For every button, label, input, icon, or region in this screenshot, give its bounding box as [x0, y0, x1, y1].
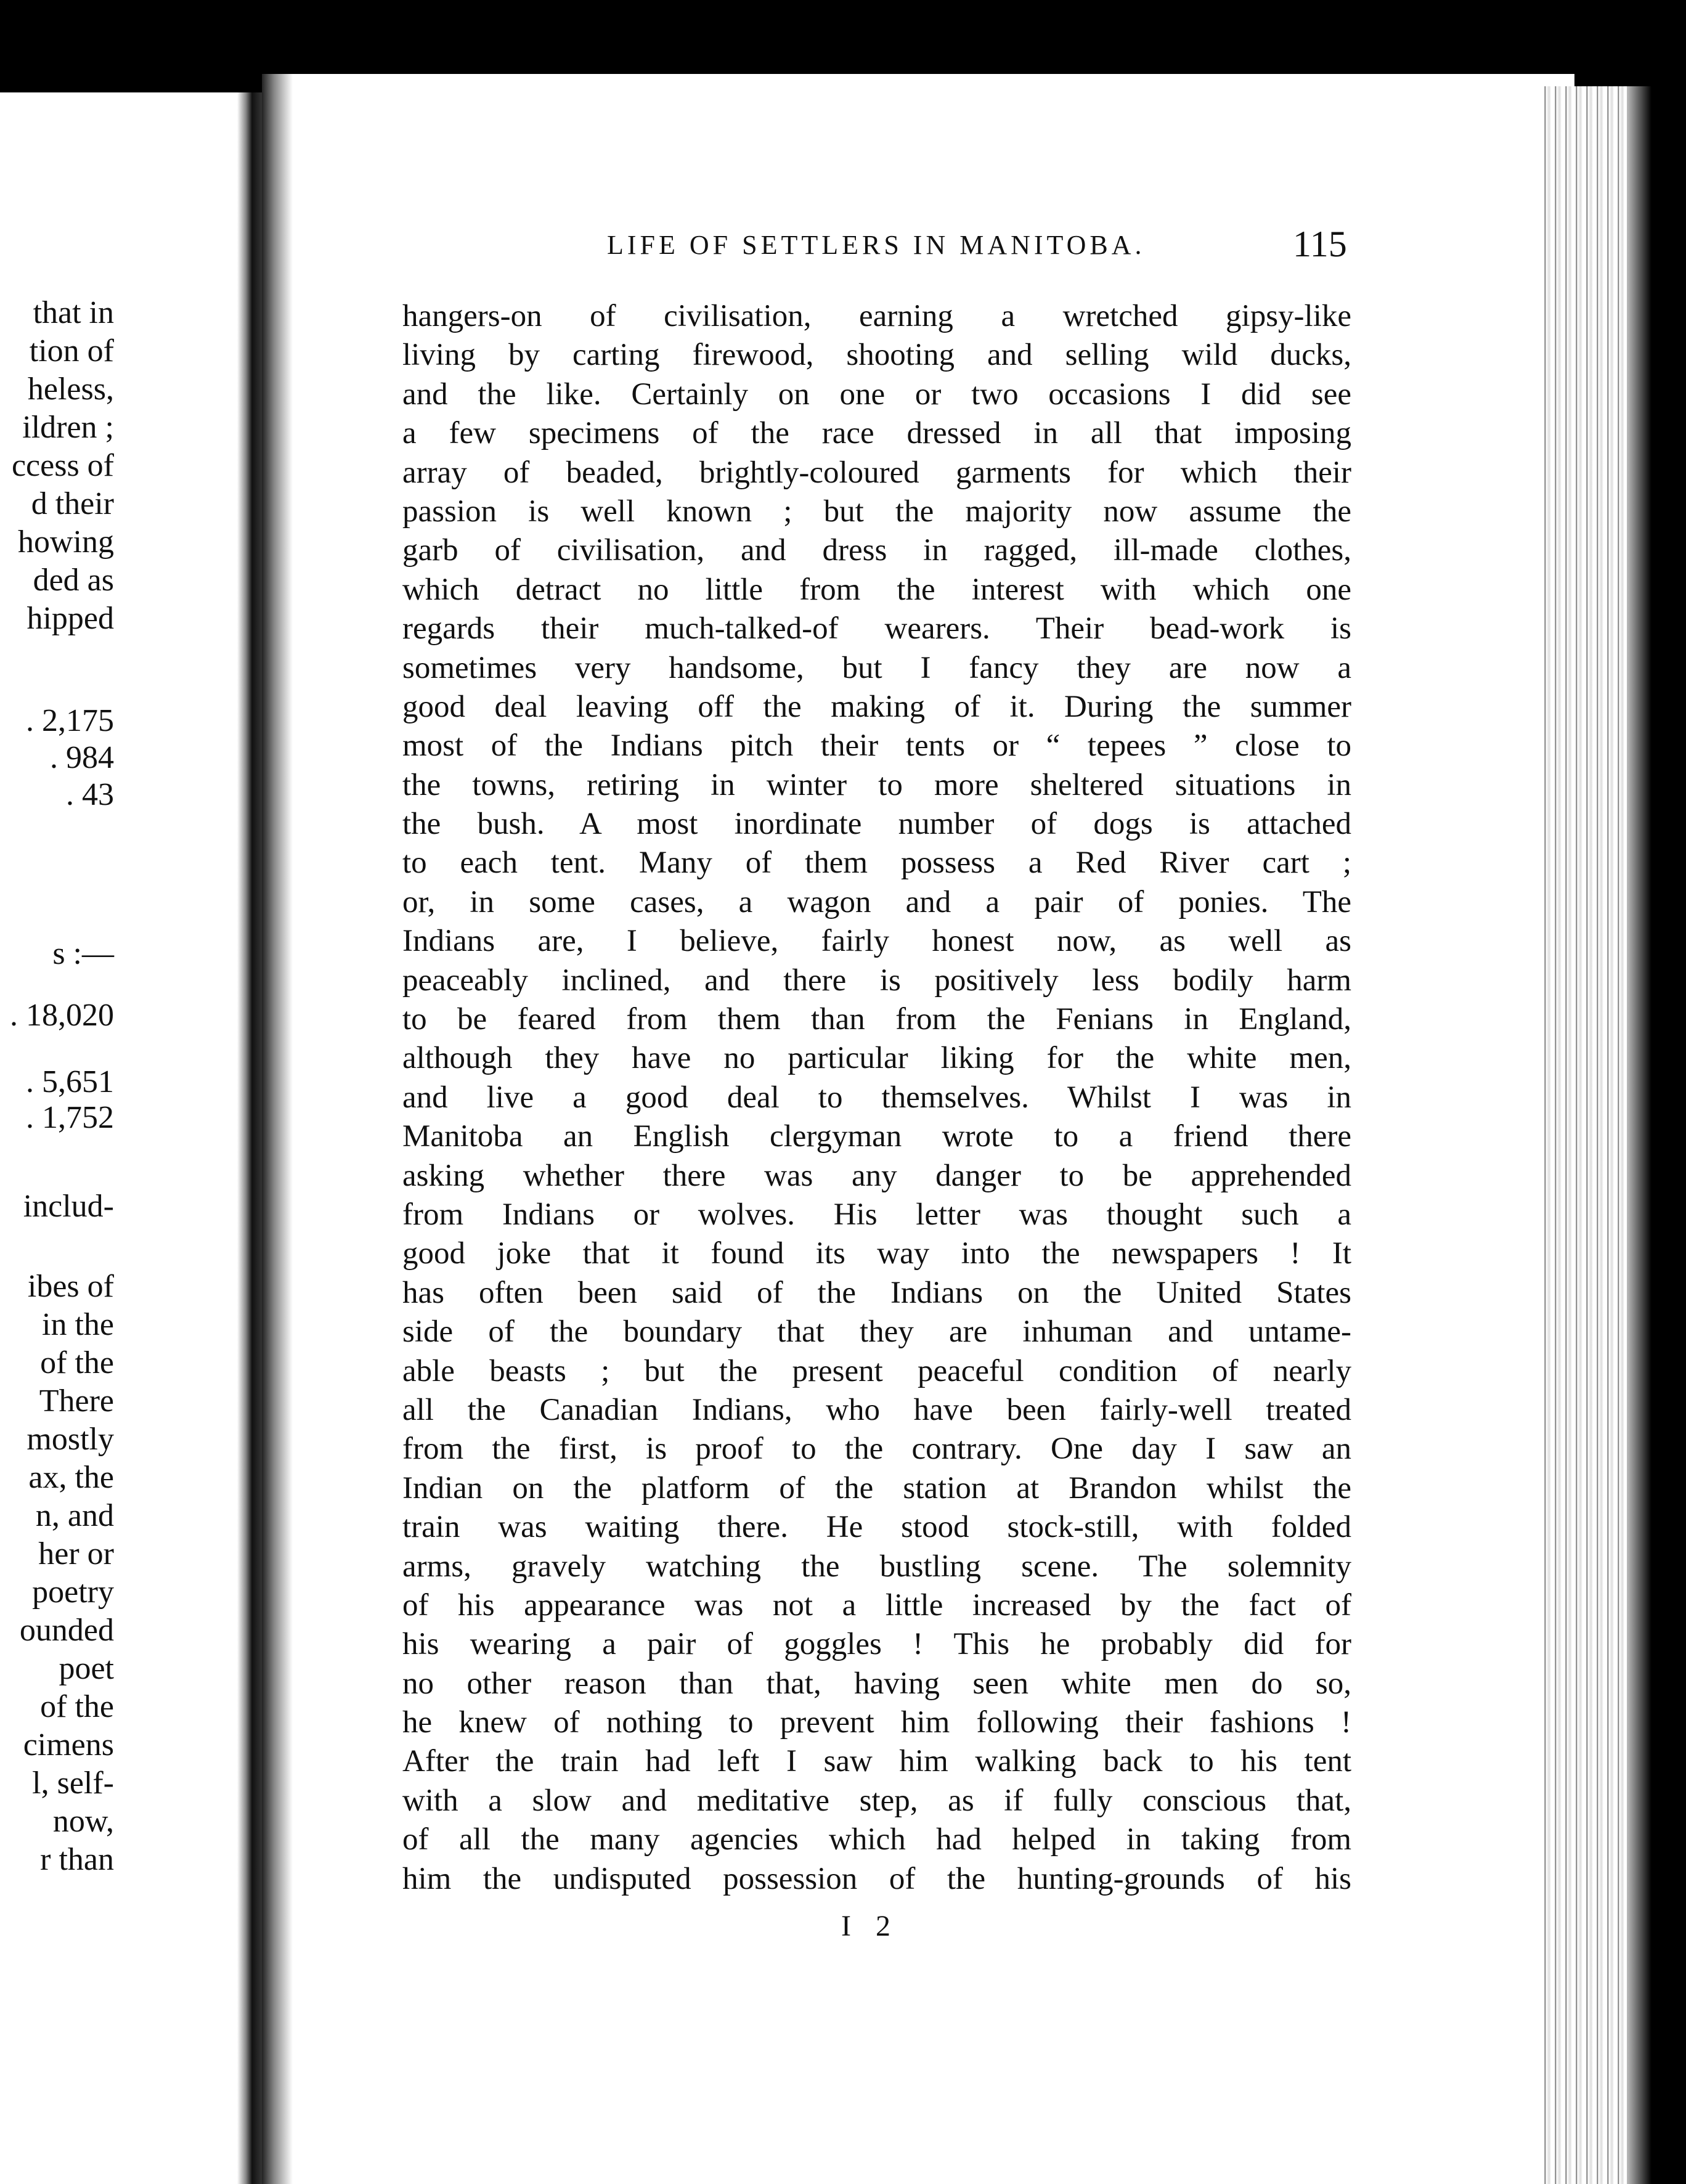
body-line: a few specimens of the race dressed in all that imposing — [402, 416, 1351, 451]
left-page-line: . 18,020 — [10, 998, 114, 1033]
left-page-line: mostly — [26, 1422, 114, 1457]
body-line: train was waiting there. He stood stock-still, with folded — [402, 1510, 1351, 1545]
left-page-line: n, and — [35, 1498, 114, 1533]
page-number: 115 — [1293, 224, 1347, 264]
body-line: most of the Indians pitch their tents or “ tepees ” close to — [402, 728, 1351, 764]
body-line: good joke that it found its way into the newspapers ! It — [402, 1236, 1351, 1271]
body-line: After the train had left I saw him walking back to his tent — [402, 1744, 1351, 1779]
body-line: and live a good deal to themselves. Whilst I was in — [402, 1080, 1351, 1115]
left-page-line: of the — [40, 1345, 114, 1380]
body-line: regards their much-talked-of wearers. Their bead-work is — [402, 611, 1351, 646]
body-line: with a slow and meditative step, as if fully conscious that, — [402, 1783, 1351, 1818]
signature-mark: I 2 — [841, 1910, 899, 1942]
left-page-line: There — [39, 1383, 114, 1419]
body-line: side of the boundary that they are inhuman and untame- — [402, 1314, 1351, 1350]
left-page-line: ccess of — [11, 448, 114, 483]
left-page-line: ounded — [19, 1613, 114, 1648]
left-page-line: includ- — [23, 1189, 114, 1224]
body-line: from the first, is proof to the contrary. One day I saw an — [402, 1432, 1351, 1467]
right-gutter-shadow — [262, 74, 293, 2184]
body-line: array of beaded, brightly-coloured garments for which their — [402, 455, 1351, 490]
left-page-line: hipped — [26, 601, 114, 636]
body-line: which detract no little from the interest with which one — [402, 572, 1351, 607]
body-line: able beasts ; but the present peaceful condition of nearly — [402, 1353, 1351, 1388]
body-line: to be feared from them than from the Fenians in England, — [402, 1002, 1351, 1037]
body-line: Manitoba an English clergyman wrote to a friend there — [402, 1119, 1351, 1154]
body-line: the bush. A most inordinate number of dogs is attached — [402, 807, 1351, 842]
body-line: his wearing a pair of goggles ! This he probably did for — [402, 1627, 1351, 1662]
body-line: asking whether there was any danger to be apprehended — [402, 1158, 1351, 1193]
left-page-line: ded as — [33, 563, 114, 598]
left-page-line: ibes of — [27, 1269, 114, 1304]
body-line: of his appearance was not a little increased by the fact of — [402, 1587, 1351, 1623]
left-page-line: in the — [42, 1307, 114, 1342]
left-page-line: . 5,651 — [26, 1064, 114, 1099]
body-line: good deal leaving off the making of it. During the summer — [402, 689, 1351, 724]
body-line: has often been said of the Indians on the United States — [402, 1275, 1351, 1310]
body-line: although they have no particular liking for the white men, — [402, 1041, 1351, 1076]
left-page-line: now, — [52, 1804, 114, 1839]
body-line: Indians are, I believe, fairly honest now, as well as — [402, 924, 1351, 959]
left-page-line: s :— — [52, 936, 114, 971]
left-page-line: ax, the — [28, 1460, 114, 1495]
left-page-line: . 2,175 — [26, 703, 114, 738]
left-page-line: ildren ; — [22, 410, 114, 445]
left-page-line: . 984 — [50, 740, 114, 775]
left-page-line: of the — [40, 1689, 114, 1724]
body-line: passion is well known ; but the majority now assume the — [402, 494, 1351, 529]
body-line: Indian on the platform of the station at Brandon whilst the — [402, 1470, 1351, 1506]
body-line: he knew of nothing to prevent him following their fashions ! — [402, 1705, 1351, 1740]
left-page-line: cimens — [23, 1727, 114, 1762]
body-line: the towns, retiring in winter to more sheltered situations in — [402, 767, 1351, 802]
body-line: to each tent. Many of them possess a Red River cart ; — [402, 845, 1351, 881]
left-page-line: d their — [31, 486, 114, 521]
body-line: garb of civilisation, and dress in ragged, ill-made clothes, — [402, 533, 1351, 568]
left-page-line: howing — [18, 524, 114, 560]
body-text — [402, 297, 1351, 1899]
body-line: him the undisputed possession of the hunting-grounds of his — [402, 1861, 1351, 1896]
body-line: arms, gravely watching the bustling scene. The solemnity — [402, 1549, 1351, 1584]
left-page-line: r than — [40, 1842, 114, 1877]
body-line: sometimes very handsome, but I fancy they are now a — [402, 650, 1351, 685]
body-line: all the Canadian Indians, who have been fairly-well treated — [402, 1392, 1351, 1427]
body-line: peaceably inclined, and there is positively less bodily harm — [402, 963, 1351, 998]
body-line: living by carting firewood, shooting and selling wild ducks, — [402, 338, 1351, 373]
body-line: and the like. Certainly on one or two occasions I did see — [402, 377, 1351, 412]
body-line: hangers-on of civilisation, earning a wretched gipsy-like — [402, 299, 1351, 333]
left-page-line: her or — [38, 1536, 114, 1571]
left-page-line: . 1,752 — [26, 1100, 114, 1135]
running-header: LIFE OF SETTLERS IN MANITOBA. — [607, 230, 1146, 260]
left-page-line: heless, — [27, 372, 114, 407]
left-page-line: l, self- — [32, 1766, 114, 1801]
left-page-line: . 43 — [66, 777, 114, 812]
left-page-line: poetry — [32, 1575, 114, 1610]
body-line: of all the many agencies which had helped in taking from — [402, 1822, 1351, 1857]
left-gutter-shadow — [237, 92, 262, 2184]
body-line: no other reason than that, having seen white men do so, — [402, 1666, 1351, 1701]
body-line: or, in some cases, a wagon and a pair of ponies. The — [402, 884, 1351, 919]
left-page-line: tion of — [29, 333, 114, 369]
body-line: from Indians or wolves. His letter was thought such a — [402, 1197, 1351, 1232]
left-page-line: that in — [33, 295, 114, 330]
page-edges-fade — [1627, 86, 1651, 2184]
left-page-line: poet — [59, 1651, 114, 1686]
